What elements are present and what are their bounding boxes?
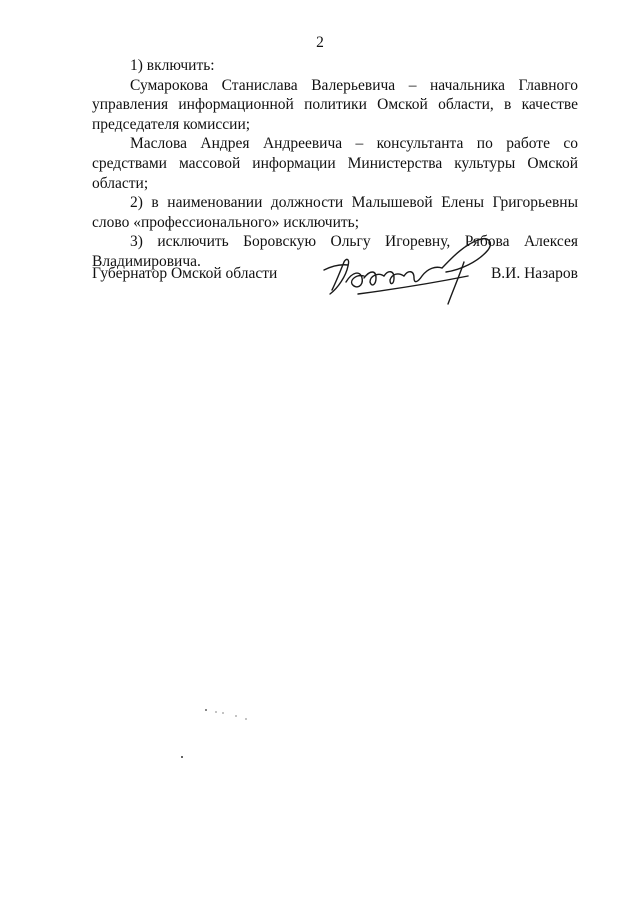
handwritten-signature <box>318 232 498 312</box>
paragraph-sumarokov: Сумарокова Станислава Валерьевича – начальника Главного управления информационной политики Омской области, в качестве председателя комиссии; <box>92 76 578 133</box>
paragraph-maslov: Маслова Андрея Андреевича – консультанта по работе со средствами массовой информации Министерства культуры Омской области; <box>92 135 578 192</box>
paragraph-item-1-include: 1) включить: <box>130 57 215 74</box>
page-number: 2 <box>316 34 324 51</box>
paragraph-item-3-exclude: 3) исключить Боровскую Ольгу Игоревну, Рябова Алексея Владимировича. <box>92 233 578 270</box>
signatory-position: Губернатор Омской области <box>92 265 278 282</box>
signatory-name: В.И. Назаров <box>490 265 578 282</box>
paragraph-item-2-rename: 2) в наименовании должности Малышевой Елены Григорьевны слово «профессионального» исключить; <box>92 194 578 231</box>
